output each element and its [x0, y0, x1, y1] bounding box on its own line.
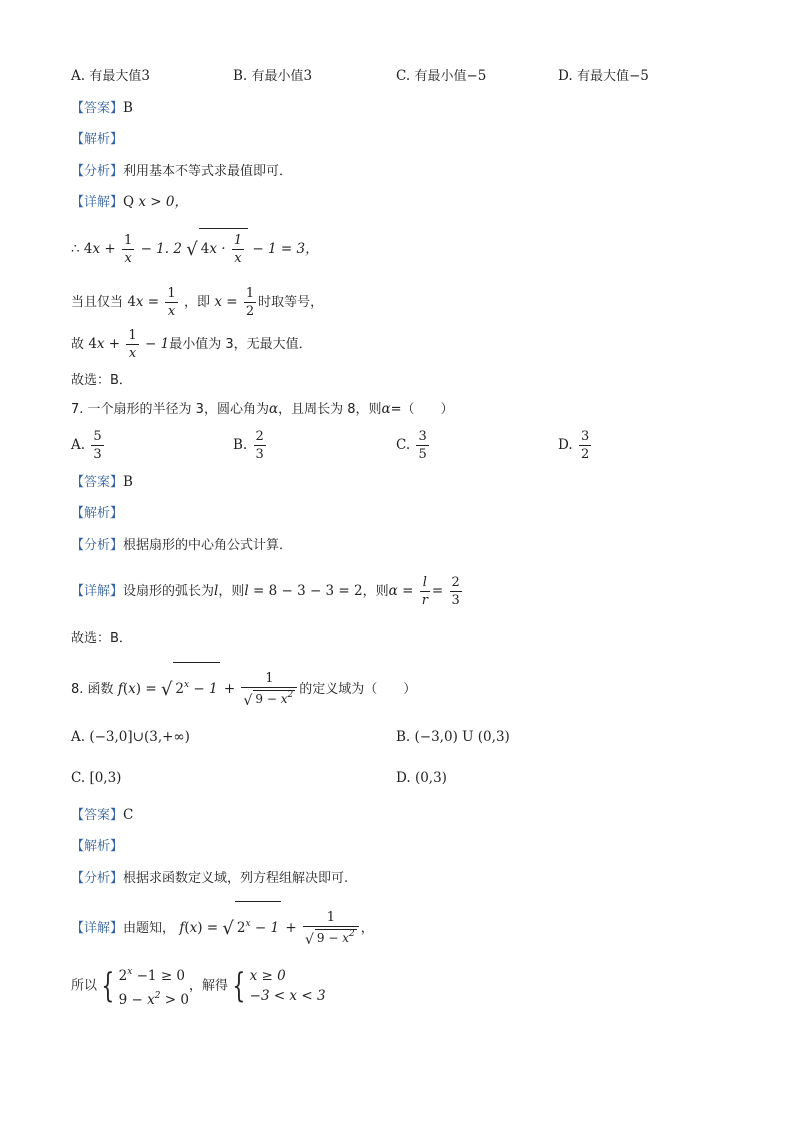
q7-answer: 【答案】B — [71, 474, 133, 490]
q6-answer: 【答案】B — [71, 100, 133, 116]
q6-option-d[interactable]: D. 有最大值−5 — [558, 68, 649, 84]
inequality-system: 2$^x$ −1 ≥ 0 $9 - x^2 > 0$ — [118, 967, 189, 1008]
q6-choose: 故选：B． — [71, 373, 132, 388]
q8-xiangjie: 【详解】由题知， f(x) = √ $2^x - 1$ + $\frac{1}{√ 9 - x^2}$ ， — [71, 901, 374, 951]
q6-option-a[interactable]: A. 有最大值3 — [71, 68, 150, 84]
q8-option-a[interactable]: A. (−3,0]∪(3,+∞) — [71, 729, 190, 745]
q8-option-b[interactable]: B. (−3,0) U (0,3) — [396, 729, 510, 745]
q6-fenxi: 【分析】利用基本不等式求最值即可． — [71, 164, 293, 179]
q7-choose: 故选：B． — [71, 631, 132, 646]
q7-analysis-heading: 【解析】 — [71, 506, 124, 521]
q8-stem: 8. 函数 f(x) = √ $2^x - 1$ + $\frac{1}{√ 9 - x^2}$ 的定义域为（ ） — [71, 662, 416, 712]
q7-option-a[interactable]: A. $\frac{5}{3}$ — [71, 429, 102, 462]
q7-option-d[interactable]: D. $\frac{3}{2}$ — [558, 429, 590, 462]
q7-option-c[interactable]: C. $\frac{3}{5}$ — [396, 429, 427, 462]
q6-inequality: ∴ 4x + $\frac{1}{x}$ − 1. 2 √ 4x · $\frac{1}{x}$ − 1 = 3， — [71, 228, 319, 270]
q8-option-c[interactable]: C. [0,3) — [71, 770, 122, 786]
solution-system: x ≥ 0 −3 < x < 3 — [249, 968, 326, 1004]
q6-option-b[interactable]: B. 有最小值3 — [233, 68, 313, 84]
q7-xiangjie: 【详解】设扇形的弧长为l，则l = 8 − 3 − 3 = 2，则α = $\frac{l}{r}$ = $\frac{2}{3}$ — [71, 575, 460, 608]
q6-equal-condition: 当且仅当 4x = $\frac{1}{x}$ ，即 x = $\frac{1}{2}$ 时取等号， — [71, 286, 324, 319]
q8-option-d[interactable]: D. (0,3) — [396, 770, 447, 786]
q6-analysis-heading: 【解析】 — [71, 132, 124, 147]
q6-xiangjie: 【详解】Q x > 0， — [71, 194, 188, 210]
q8-system: 所以 { 2$^x$ −1 ≥ 0 $9 - x^2 > 0$，解得 { x ≥ 0 −3 < x < 3 — [71, 962, 326, 1010]
q6-conclusion: 故 4x + $\frac{1}{x}$ − 1最小值为 3，无最大值． — [71, 328, 312, 361]
fraction: $\frac{1}{x}$ — [124, 233, 133, 266]
q6-option-c[interactable]: C. 有最小值−5 — [396, 68, 487, 84]
q8-analysis-heading: 【解析】 — [71, 839, 124, 854]
q8-answer: 【答案】C — [71, 807, 134, 823]
q8-fenxi: 【分析】根据求函数定义域，列方程组解决即可. — [71, 871, 349, 886]
q7-option-b[interactable]: B. $\frac{2}{3}$ — [233, 429, 264, 462]
q7-stem: 7. 一个扇形的半径为 3，圆心角为α，且周长为 8，则α=（ ） — [71, 401, 454, 417]
q7-fenxi: 【分析】根据扇形的中心角公式计算． — [71, 538, 293, 553]
